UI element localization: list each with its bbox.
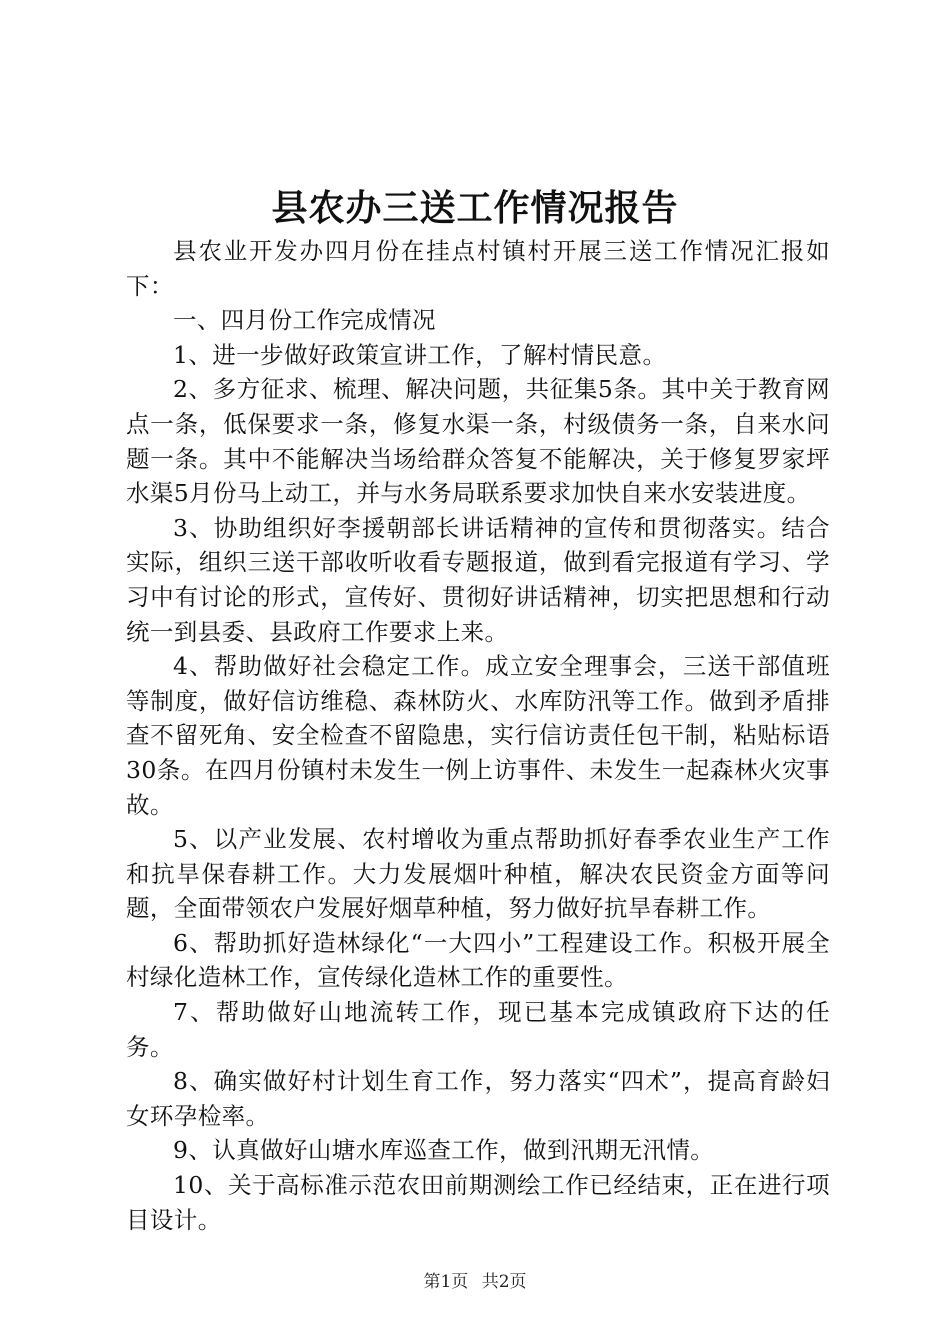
paragraph: 10、关于高标准示范农田前期测绘工作已经结束，正在进行项目设计。 <box>126 1171 830 1234</box>
document-title: 县农办三送工作情况报告 <box>271 187 679 229</box>
paragraph: 9、认真做好山塘水库巡查工作，做到汛期无汛情。 <box>173 1136 715 1165</box>
paragraph: 2、多方征求、梳理、解决问题，共征集5条。其中关于教育网点一条，低保要求一条，修复水渠一条，村级债务一条，自来水问题一条。其中不能解决当场给群众答复不能解决，关于修复罗家坪水渠5月份马上动工，并与水务局联系要求加快自来水安装进度。 <box>126 375 830 508</box>
paragraph: 1、进一步做好政策宣讲工作，了解村情民意。 <box>173 340 667 369</box>
section-heading: 一、四月份工作完成情况 <box>173 306 436 335</box>
page-total: 共2页 <box>481 1272 527 1292</box>
paragraph: 6、帮助抓好造林绿化“一大四小”工程建设工作。积极开展全村绿化造林工作，宣传绿化造林工作的重要性。 <box>126 928 830 992</box>
paragraph: 7、帮助做好山地流转工作，现已基本完成镇政府下达的任务。 <box>126 998 830 1061</box>
paragraph: 县农业开发办四月份在挂点村镇村开展三送工作情况汇报如下： <box>126 237 830 300</box>
document-body <box>126 234 830 1237</box>
page-footer <box>0 1270 950 1294</box>
paragraph: 5、以产业发展、农村增收为重点帮助抓好春季农业生产工作和抗旱保春耕工作。大力发展烟叶种植，解决农民资金方面等问题，全面带领农户发展好烟草种植，努力做好抗旱春耕工作。 <box>126 825 830 923</box>
paragraph: 3、协助组织好李援朝部长讲话精神的宣传和贯彻落实。结合实际，组织三送干部收听收看专题报道，做到看完报道有学习、学习中有讨论的形式，宣传好、贯彻好讲话精神，切实把思想和行动统一到县委、县政府工作要求上来。 <box>126 513 830 646</box>
paragraph: 8、确实做好村计划生育工作，努力落实“四术”，提高育龄妇女环孕检率。 <box>126 1067 830 1130</box>
paragraph: 4、帮助做好社会稳定工作。成立安全理事会，三送干部值班等制度，做好信访维稳、森林防火、水库防汛等工作。做到矛盾排查不留死角、安全检查不留隐患，实行信访责任包干制，粘贴标语30条。在四月份镇村未发生一例上访事件、未发生一起森林火灾事故。 <box>126 652 830 819</box>
page-number: 第1页 <box>423 1272 469 1292</box>
